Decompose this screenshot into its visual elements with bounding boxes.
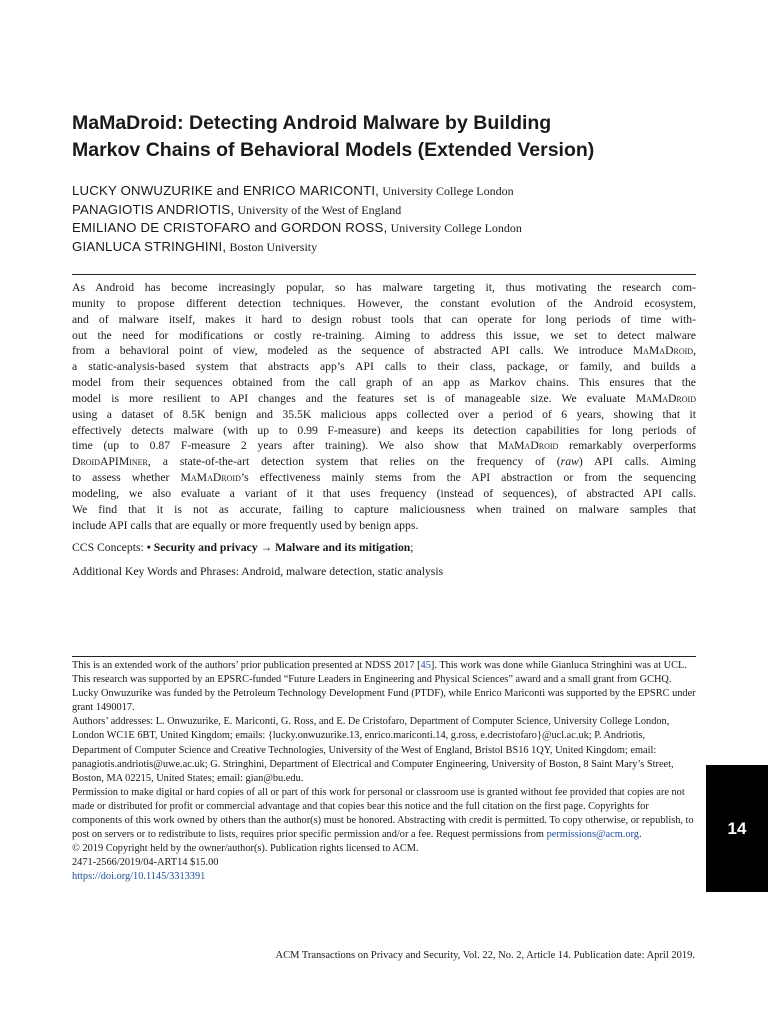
- abstract-line: modeling, we also evaluate a variant of it that uses frequency (instead of sequences), of abstracted API calls.: [72, 486, 696, 500]
- abstract-line: munity to propose different detection techniques. However, the constant evolution of the Android ecosystem,: [72, 296, 696, 310]
- abstract-line: and of malware itself, makes it hard to design robust tools that can operate for long periods of time with-: [72, 312, 696, 326]
- footnote-funding: This research was supported by an EPSRC-funded “Future Leaders in Engineering and Physical Sciences” award and a small grant from GCHQ. Lucky Onwuzurike was funded by the Petroleum Technology Development Fund (PTDF), while Enrico Mariconti was supported by the EPSRC under grant 1490017.: [72, 674, 696, 714]
- abstract-line: [72, 470, 696, 486]
- footnote-text: This is an extended work of the authors’ prior publication presented at NDSS 2017 [: [72, 660, 421, 671]
- abstract-text-run: ) API calls. Aiming: [578, 455, 696, 469]
- title-line-1: MaMaDroid: Detecting Android Malware by Building: [72, 112, 552, 134]
- abstract-text-run: ’s effectiveness mainly stems from the API abstraction or from the sequencing: [240, 471, 697, 485]
- abstract-text-run: remarkably overperforms: [569, 439, 697, 453]
- abstract-text-run: model is more resilient to API changes and the features set is of manageable size. We evaluate: [72, 391, 626, 405]
- baseline-name: DroidAPIMiner: [72, 455, 148, 469]
- footnote-doi: [72, 870, 696, 884]
- abstract-text-run: to assess whether: [72, 471, 170, 485]
- abstract-text: [72, 280, 696, 534]
- abstract-line: from a behavioral point of view, modeled as the sequence of abstracted API calls. We introduce MaMaDroid,: [72, 344, 696, 358]
- abstract-line: out the need for modifications or costly re-training. Aiming to address this issue, we set to detect malware: [72, 328, 696, 342]
- article-number-tab: [706, 765, 768, 892]
- footnote-prior-work: [72, 659, 696, 673]
- author-names: LUCKY ONWUZURIKE and ENRICO MARICONTI,: [72, 183, 380, 198]
- ccs-subconcept: Malware and its mitigation: [275, 541, 411, 554]
- ccs-concept: Security and privacy: [153, 541, 258, 554]
- author-list: [72, 182, 712, 256]
- abstract-line: include API calls that are equally or more frequently used by benign apps.: [72, 518, 419, 532]
- system-name: MaMaDroid: [180, 471, 241, 485]
- ccs-bullet: •: [146, 541, 151, 554]
- abstract-line: We find that it is not as accurate, failing to capture maliciousness when trained on malware samples that: [72, 502, 696, 516]
- footnote-text: Permission to make digital or hard copies of all or part of this work for personal or classroom use is granted without fee provided that copies are not made or distributed for profit or commercial advantage and that copies bear this notice and the full citation on the first page. Copyrights for components of this work owned by others than the author(s) must be honored. Abstracting with credit is permitted. To copy otherwise, or republish, to post on servers or to redistribute to lists, requires prior specific permission and/or a fee. Request permissions from: [72, 786, 694, 841]
- abstract-line: [72, 454, 696, 470]
- abstract-text-run: time (up to 0.87 F-measure 2 years after training). We also show that: [72, 439, 488, 453]
- author-affiliation: University College London: [382, 184, 514, 198]
- title-line-2: Markov Chains of Behavioral Models (Extended Version): [72, 139, 595, 161]
- author-names: GIANLUCA STRINGHINI,: [72, 238, 227, 254]
- keywords: Additional Key Words and Phrases: Android, malware detection, static analysis: [72, 565, 444, 578]
- author-line: [72, 201, 712, 220]
- author-affiliation: University College London: [390, 221, 522, 235]
- ccs-arrow: →: [260, 541, 273, 554]
- abstract-line: [72, 391, 696, 407]
- author-line: [72, 219, 712, 238]
- footnote-issn: 2471-2566/2019/04-ART14 $15.00: [72, 857, 219, 869]
- author-line: [72, 238, 712, 257]
- system-name: MaMaDroid: [498, 439, 559, 453]
- article-number: 14: [727, 818, 747, 838]
- footnotes: [72, 659, 696, 885]
- footnote-permissions: [72, 786, 696, 842]
- author-names: EMILIANO DE CRISTOFARO and GORDON ROSS,: [72, 220, 388, 235]
- abstract-line: effectively detects malware (with up to 0.99 F-measure) and keeps its detection capabilities for long periods of: [72, 423, 696, 437]
- author-affiliation: University of the West of England: [237, 202, 402, 217]
- footnote-addresses: Authors’ addresses: L. Onwuzurike, E. Mariconti, G. Ross, and E. De Cristofaro, Department of Computer Science, University College London, London WC1E 6BT, United Kingdom; emails: {lucky.onwuzurike.13, enrico.mariconti.14, g.ross, e.decristofaro}@ucl.ac.uk; P. Andriotis, Department of Computer Science and Creative Technologies, University of the West of England, Bristol BS16 1QY, United Kingdom; email: panagiotis.andriotis@uwe.ac.uk; G. Stringhini, Department of Electrical and Computer Engineering, University of Boston, 8 Saint Mary’s Street, Boston, MA 02215, United States; email: gian@bu.edu.: [72, 716, 674, 784]
- paper-title: [72, 110, 712, 164]
- footnote-divider: [72, 656, 696, 657]
- footnote-copyright: © 2019 Copyright held by the owner/author(s). Publication rights licensed to ACM.: [72, 843, 419, 855]
- abstract: [72, 280, 696, 534]
- abstract-line: [72, 438, 696, 454]
- footnote-text: .: [638, 829, 642, 841]
- abstract-text-run: , a state-of-the-art detection system that relies on the frequency of (: [147, 455, 561, 469]
- footnote-text: ]. This work was done while Gianluca Stringhini was at UCL.: [430, 660, 687, 671]
- system-name: MaMaDroid: [635, 391, 696, 405]
- abstract-line: model from their sequences obtained from the call graph of an app as Markov chains. This ensures that the: [72, 376, 696, 390]
- abstract-line: a static-analysis-based system that abstracts app’s API calls to their class, package, or family, and builds a: [72, 360, 696, 374]
- permissions-email-link[interactable]: permissions@acm.org: [546, 829, 639, 841]
- author-affiliation: Boston University: [229, 239, 318, 254]
- journal-footer: ACM Transactions on Privacy and Security, Vol. 22, No. 2, Article 14. Publication date: April 2019.: [275, 950, 695, 961]
- author-names: PANAGIOTIS ANDRIOTIS,: [72, 201, 235, 217]
- doi-link[interactable]: https://doi.org/10.1145/3313391: [72, 871, 206, 883]
- abstract-text-run: from a behavioral point of view, modeled as the sequence of abstracted API calls. We introduce: [72, 344, 623, 358]
- ccs-label: CCS Concepts:: [72, 541, 144, 554]
- citation-link[interactable]: 45: [420, 660, 431, 671]
- system-name: MaMaDroid: [632, 344, 694, 358]
- abstract-line: using a dataset of 8.5K benign and 35.5K malicious apps collected over a period of 6 years, showing that it: [72, 407, 696, 421]
- abstract-divider: [72, 274, 696, 275]
- author-line: [72, 182, 712, 201]
- raw-emphasis: raw: [560, 455, 579, 469]
- ccs-end: ;: [410, 541, 414, 554]
- abstract-line: As Android has become increasingly popular, so has malware targeting it, thus motivating the research com-: [72, 281, 696, 294]
- ccs-concepts: [72, 540, 696, 555]
